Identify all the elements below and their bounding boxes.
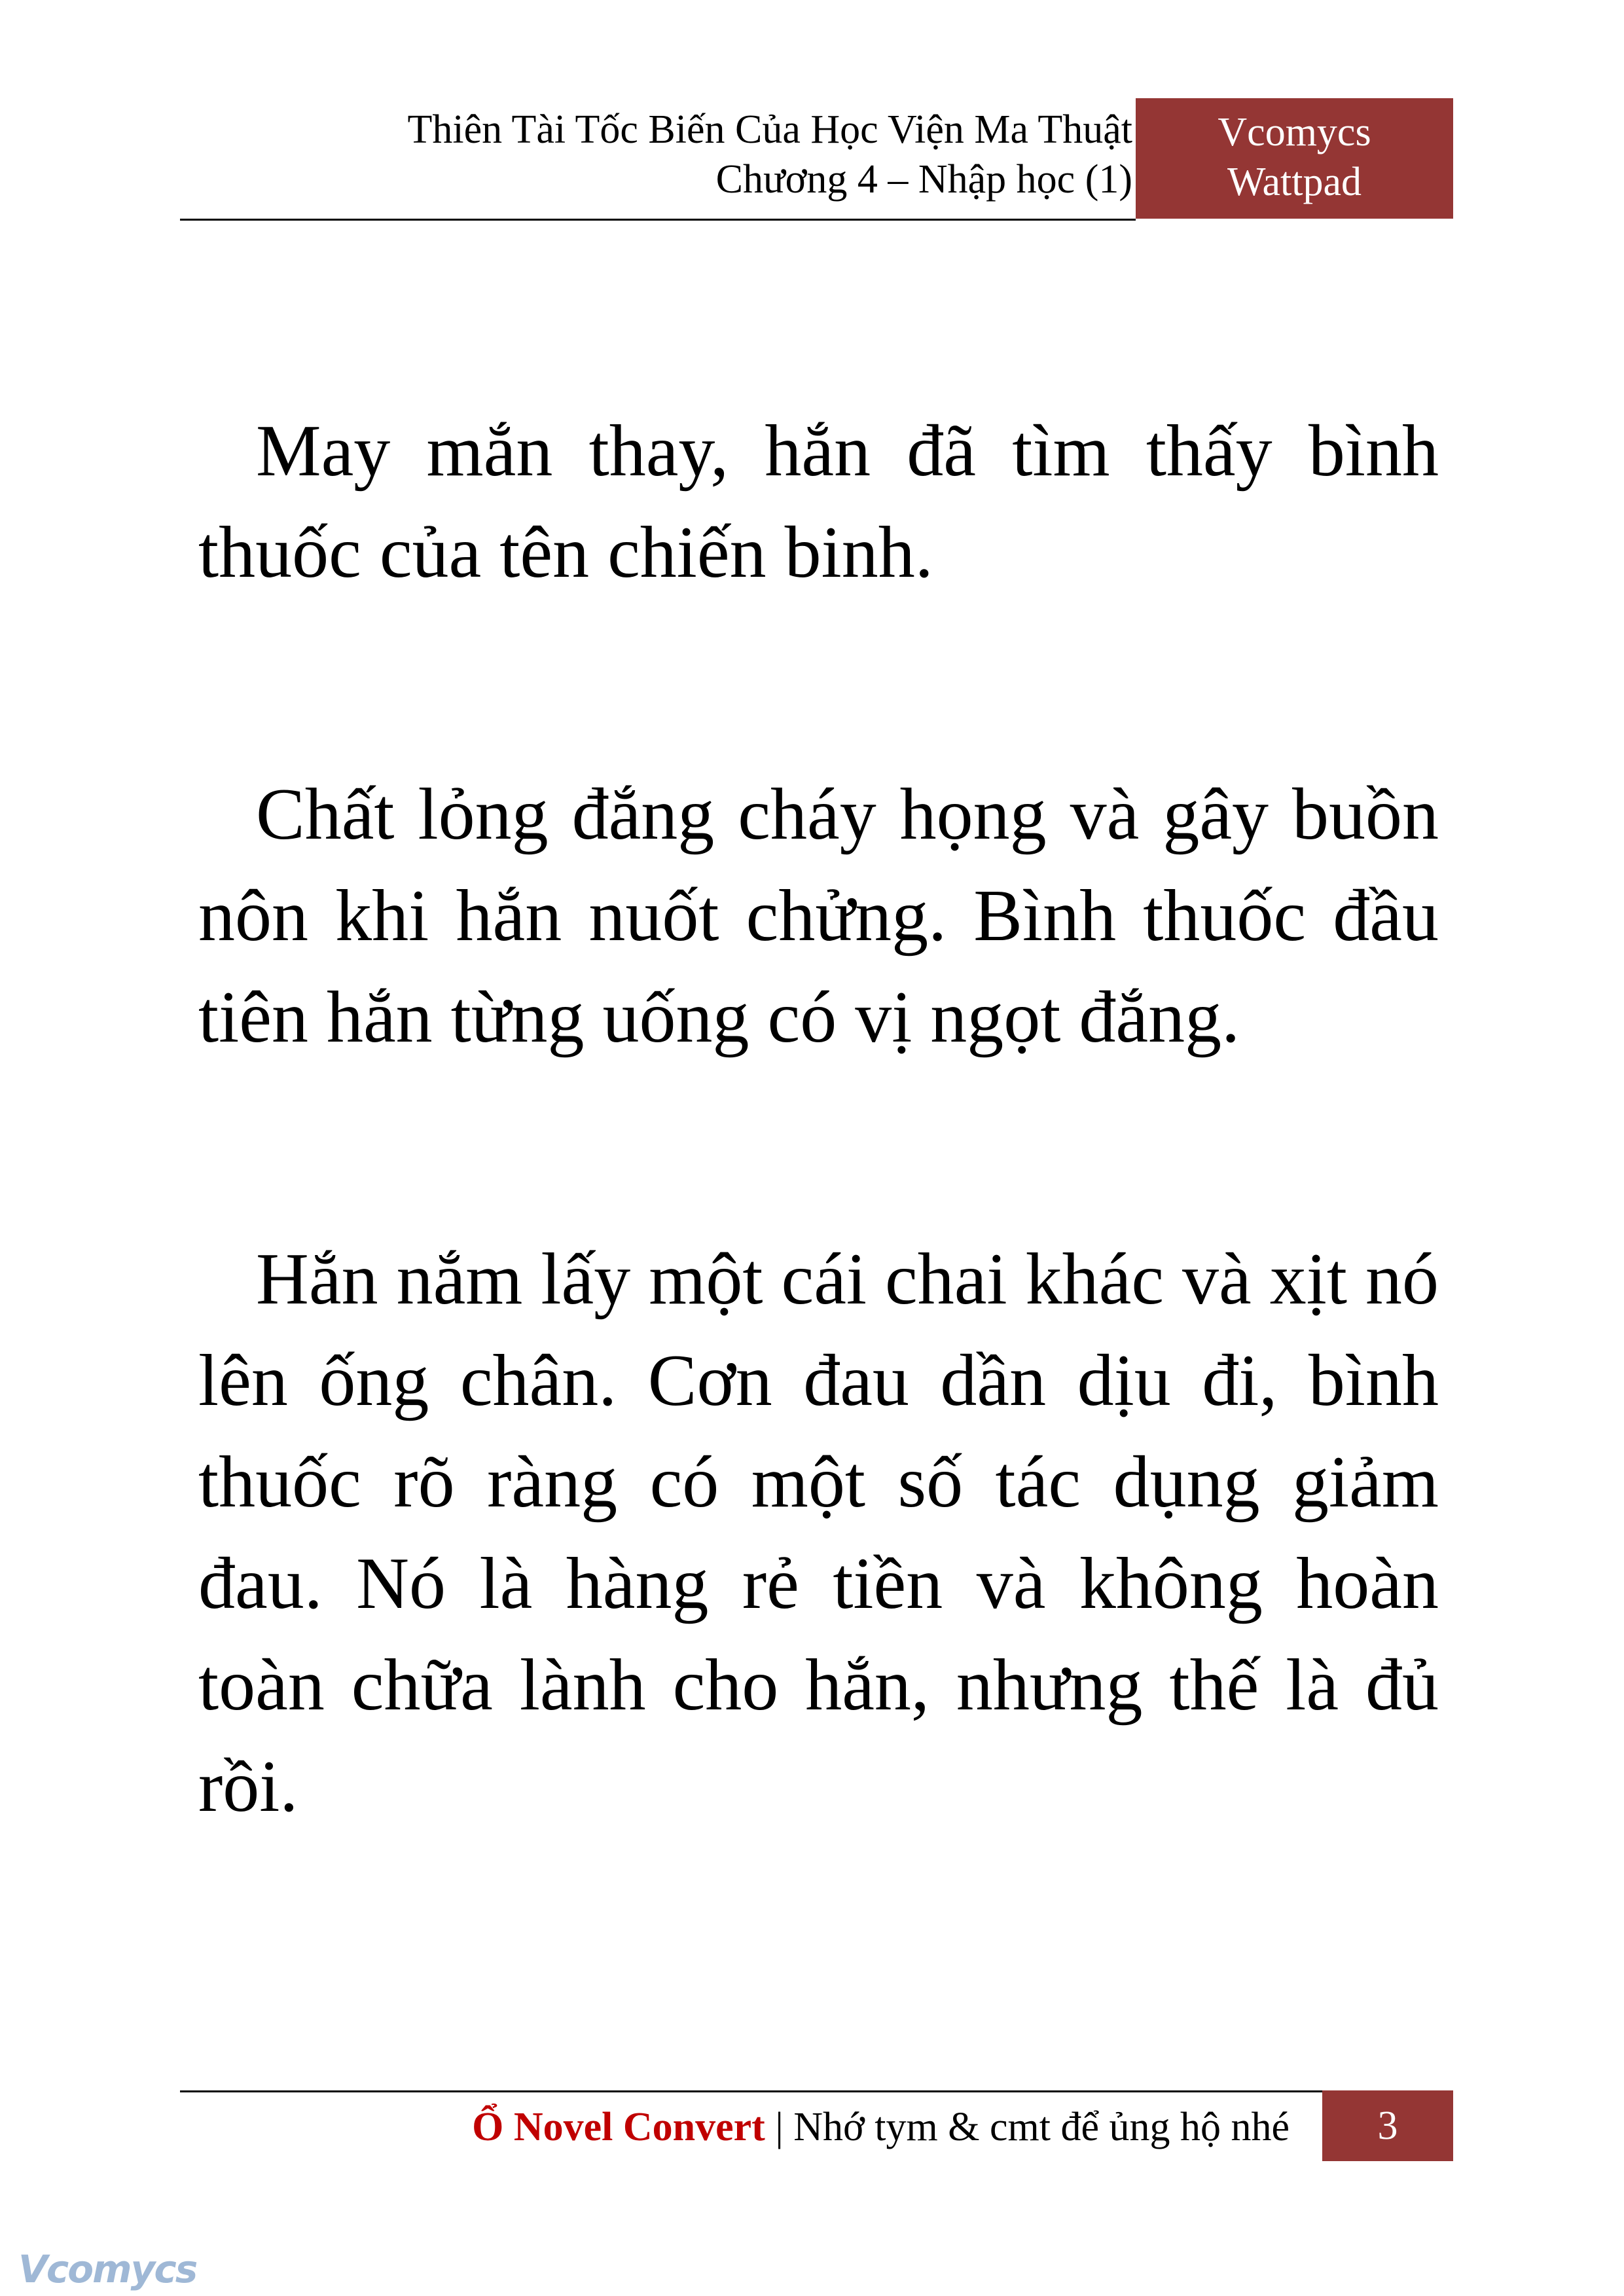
footer-note: Nhớ tym & cmt để ủng hộ nhé: [793, 2105, 1290, 2149]
header-titles: [408, 105, 1132, 204]
page-header: [180, 98, 1453, 219]
watermark-logo: Vcomycs: [18, 2247, 197, 2291]
paragraph-1: May mắn thay, hắn đã tìm thấy bình thuốc của tên chiến binh.: [198, 410, 1439, 593]
footer-text: [472, 2101, 1290, 2153]
page-number: 3: [1322, 2090, 1453, 2161]
footer-separator: |: [765, 2105, 794, 2149]
chapter-title: Chương 4 – Nhập học (1): [715, 157, 1132, 202]
book-title: Thiên Tài Tốc Biến Của Học Viện Ma Thuật: [407, 107, 1132, 152]
paragraph-2: Chất lỏng đắng cháy họng và gây buồn nôn khi hắn nuốt chửng. Bình thuốc đầu tiên hắn từng uống có vị ngọt đắng.: [198, 774, 1439, 1058]
footer-brand: Ổ Novel Convert: [472, 2105, 765, 2149]
header-divider: [180, 219, 1136, 221]
chapter-body: [198, 401, 1439, 1998]
header-source-line1: Vcomycs: [1218, 110, 1371, 155]
header-source-box: [1136, 98, 1453, 219]
page-footer: [180, 2090, 1453, 2161]
footer-divider: [180, 2090, 1453, 2092]
header-source-line2: Wattpad: [1227, 160, 1362, 204]
paragraph-3: Hắn nắm lấy một cái chai khác và xịt nó lên ống chân. Cơn đau dần dịu đi, bình thuốc rõ ràng có một số tác dụng giảm đau. Nó là hàng rẻ tiền và không hoàn toàn chữa lành cho hắn, nhưng thế là đủ rồi.: [198, 1239, 1439, 1827]
